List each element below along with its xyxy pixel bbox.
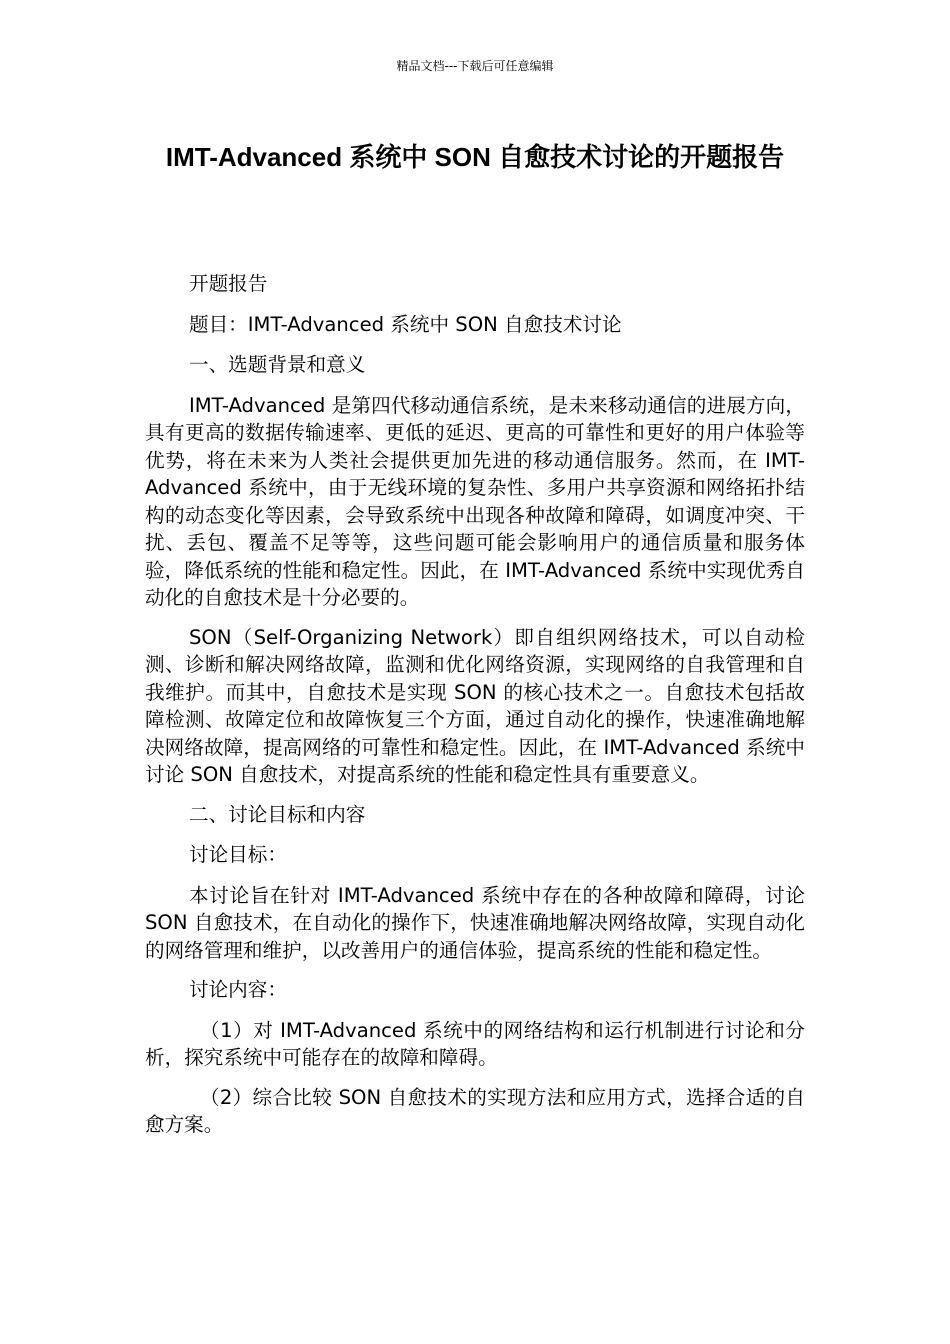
list-item: （1）对 IMT-Advanced 系统中的网络结构和运行机制进行讨论和分析，探究系统中可能存在的故障和障碍。 xyxy=(145,1018,805,1069)
body-paragraph: 本讨论旨在针对 IMT-Advanced 系统中存在的各种故障和障碍，讨论 SON 自愈技术，在自动化的操作下，快速准确地解决网络故障，实现自动化的网络管理和维护，以改善用户的通信体验，提高系统的性能和稳定性。 xyxy=(145,883,805,962)
subheading-content: 讨论内容： xyxy=(189,978,287,1001)
section-heading-report: 开题报告 xyxy=(189,272,268,295)
section-heading-goals: 二、讨论目标和内容 xyxy=(189,802,366,826)
body-paragraph: SON（Self-Organizing Network）即自组织网络技术，可以自动检测、诊断和解决网络故障，监测和优化网络资源，实现网络的自我管理和自我维护。而其中，自愈技术是实现 SON 的核心技术之一。自愈技术包括故障检测、故障定位和故障恢复三个方面，通过自动化的操作，快速准确地解决网络故障，提高网络的可靠性和稳定性。因此，在 IMT-Advanced 系统中讨论 SON 自愈技术，对提高系统的性能和稳定性具有重要意义。 xyxy=(145,625,805,786)
topic-line: 题目：IMT-Advanced 系统中 SON 自愈技术讨论 xyxy=(189,312,622,336)
list-item: （2）综合比较 SON 自愈技术的实现方法和应用方式，选择合适的自愈方案。 xyxy=(145,1085,805,1136)
document-title: IMT-Advanced 系统中 SON 自愈技术讨论的开题报告 xyxy=(165,142,785,172)
body-paragraph: IMT-Advanced 是第四代移动通信系统，是未来移动通信的进展方向，具有更高的数据传输速率、更低的延迟、更高的可靠性和更好的用户体验等优势，将在未来为人类社会提供更加先进的移动通信服务。然而，在 IMT-Advanced 系统中，由于无线环境的复杂性、多用户共享资源和网络拓扑结构的动态变化等因素，会导致系统中出现各种故障和障碍，如调度冲突、干扰、丢包、覆盖不足等等，这些问题可能会影响用户的通信质量和服务体验，降低系统的性能和稳定性。因此，在 IMT-Advanced 系统中实现优秀自动化的自愈技术是十分必要的。 xyxy=(145,393,805,609)
section-heading-background: 一、选题背景和意义 xyxy=(189,353,366,376)
subheading-goals: 讨论目标： xyxy=(189,843,287,866)
header-note: 精品文档---下载后可任意编辑 xyxy=(396,59,554,73)
document-body xyxy=(145,270,805,1151)
